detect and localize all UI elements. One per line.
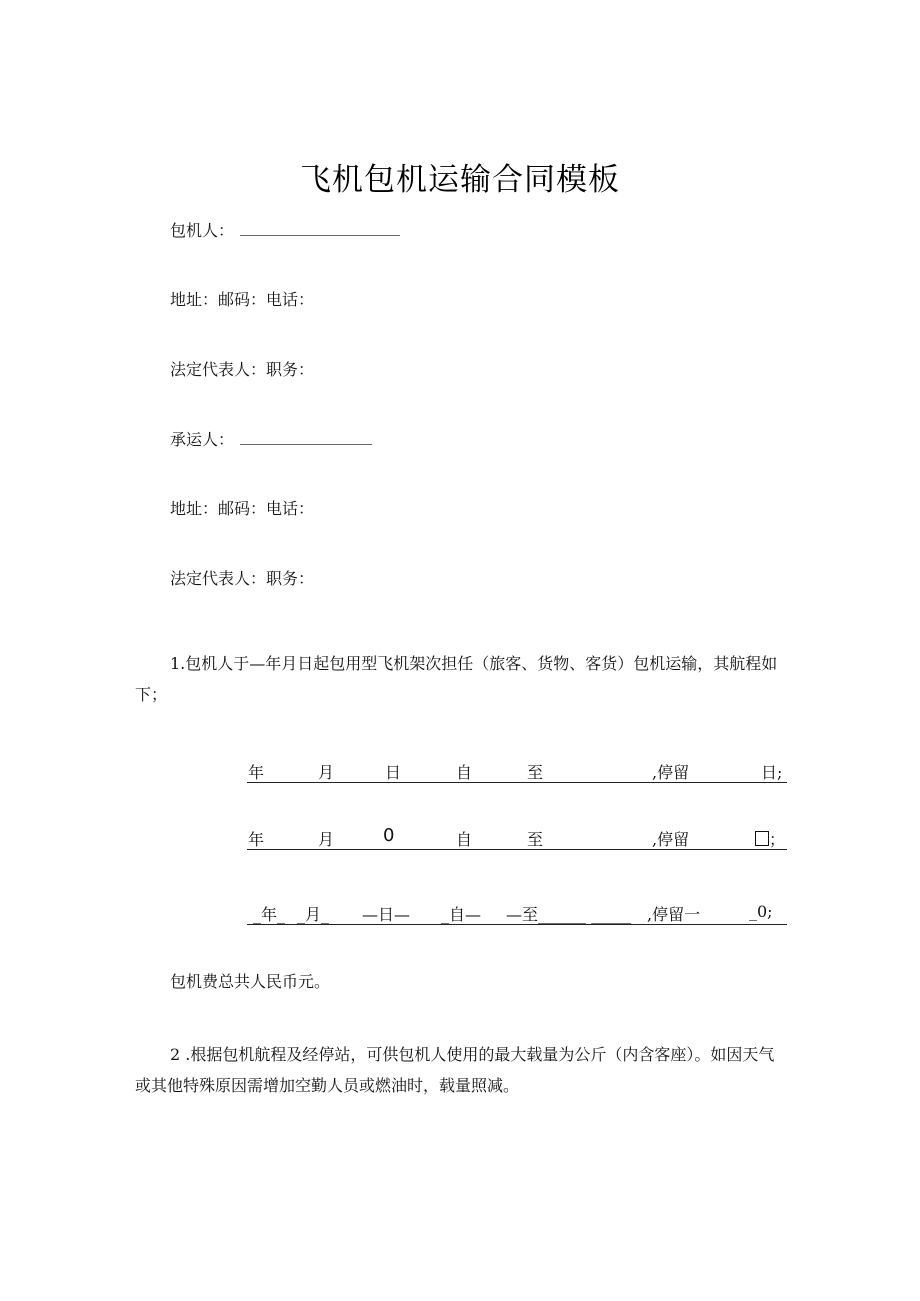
charterer-label: 包机人： xyxy=(170,221,235,240)
itinerary-from: 自 xyxy=(456,830,473,849)
charterer-line xyxy=(170,221,400,241)
itinerary-month: _月_ xyxy=(297,905,330,924)
itinerary-row xyxy=(247,902,787,925)
itinerary-end: 日; xyxy=(761,763,783,782)
carrier-line xyxy=(170,430,372,450)
itinerary-day: —日— xyxy=(362,905,411,924)
itinerary-year: 年 xyxy=(248,763,265,782)
itinerary-end: ； xyxy=(769,830,786,849)
itinerary-day: 日 xyxy=(385,763,402,782)
itinerary-to: —至______ _____ xyxy=(506,905,632,924)
itinerary-day: 0 xyxy=(383,825,395,846)
document-title: 飞机包机运输合同模板 xyxy=(300,162,620,198)
itinerary-stay: ,停留 xyxy=(652,830,690,849)
itinerary-year: 年 xyxy=(248,830,265,849)
carrier-rep-line: 法定代表人：职务： xyxy=(170,569,315,588)
clause-1: 1.包机人于—年月日起包用型飞机架次担任（旅客、货物、客货）包机运输，其航程如下； xyxy=(135,654,778,704)
itinerary-year: _年_ xyxy=(253,905,286,924)
itinerary-month: 月 xyxy=(318,763,335,782)
carrier-address-line: 地址：邮码：电话： xyxy=(170,499,315,518)
itinerary-end: _0; xyxy=(749,902,773,921)
itinerary-month: 月 xyxy=(318,830,335,849)
itinerary-stay: ,停留 xyxy=(652,763,690,782)
itinerary-end-group xyxy=(755,827,785,850)
carrier-label: 承运人： xyxy=(170,430,235,449)
itinerary-row xyxy=(247,760,787,783)
itinerary-to: 至 xyxy=(527,763,544,782)
itinerary-stay: ,停留一 xyxy=(647,905,701,924)
itinerary-from: _自— xyxy=(441,905,482,924)
clause-2: 2 .根据包机航程及经停站，可供包机人使用的最大载量为公斤（内含客座）。如因天气或其他特殊原因需增加空勤人员或燃油时，载量照减。 xyxy=(135,1045,775,1095)
itinerary-row xyxy=(247,827,787,850)
charterer-blank[interactable] xyxy=(240,221,400,236)
checkbox-icon xyxy=(755,831,769,846)
fee-line: 包机费总共人民币元。 xyxy=(170,972,331,991)
carrier-blank[interactable] xyxy=(240,430,372,445)
charterer-address-line: 地址：邮码：电话： xyxy=(170,290,315,309)
charterer-rep-line: 法定代表人：职务： xyxy=(170,360,315,379)
itinerary-to: 至 xyxy=(527,830,544,849)
itinerary-from: 自 xyxy=(456,763,473,782)
